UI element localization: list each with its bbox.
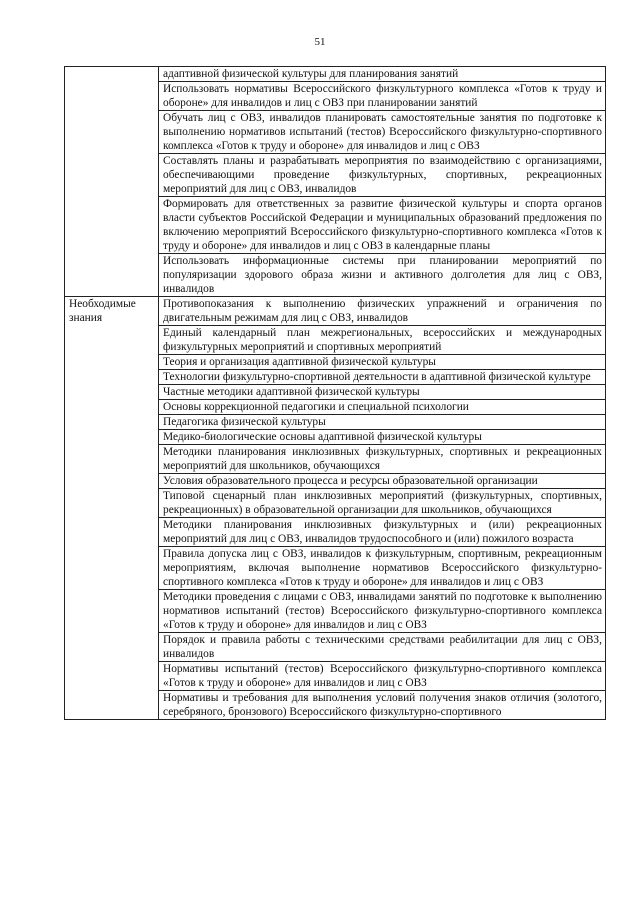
table-cell: Методики проведения с лицами с ОВЗ, инвалидами занятий по подготовке к выполнению нормативов испытаний (тестов) Всероссийского физкультурно-спортивного комплекса «Готов к труду и обороне» для инвалидов и лиц с ОВЗ: [159, 590, 606, 633]
knowledge-label: Необходимые знания: [65, 297, 159, 720]
table-cell: Частные методики адаптивной физической культуры: [159, 385, 606, 400]
table-cell: Педагогика физической культуры: [159, 415, 606, 430]
requirements-table: [64, 66, 606, 720]
table-cell: адаптивной физической культуры для планирования занятий: [159, 67, 606, 82]
table-cell: Формировать для ответственных за развитие физической культуры и спорта органов власти субъектов Российской Федерации и муниципальных образований предложения по включению мероприятий Всероссийского физкультурно-спортивного комплекса «Готов к труду и обороне» для инвалидов и лиц с ОВЗ в календарные планы: [159, 197, 606, 254]
table-cell: Правила допуска лиц с ОВЗ, инвалидов к физкультурным, спортивным, рекреационным мероприятиям, включая выполнение нормативов Всероссийского физкультурно-спортивного комплекса «Готов к труду и обороне» для инвалидов и лиц с ОВЗ: [159, 547, 606, 590]
table-row: [65, 297, 606, 326]
table-cell: Методики планирования инклюзивных физкультурных и (или) рекреационных мероприятий для лиц с ОВЗ, инвалидов трудоспособного и (или) пожилого возраста: [159, 518, 606, 547]
table-cell: Противопоказания к выполнению физических упражнений и ограничения по двигательным режимам для лиц с ОВЗ, инвалидов: [159, 297, 606, 326]
table-cell: Составлять планы и разрабатывать мероприятия по взаимодействию с организациями, обеспечивающими проведение физкультурных, спортивных, рекреационных мероприятий для лиц с ОВЗ, инвалидов: [159, 154, 606, 197]
table-cell: Использовать информационные системы при планировании мероприятий по популяризации здорового образа жизни и активного долголетия для лиц с ОВЗ, инвалидов: [159, 254, 606, 297]
table-cell: Технологии физкультурно-спортивной деятельности в адаптивной физической культуре: [159, 370, 606, 385]
table-row: [65, 67, 606, 82]
table-cell: Теория и организация адаптивной физической культуры: [159, 355, 606, 370]
table-cell: Основы коррекционной педагогики и специальной психологии: [159, 400, 606, 415]
table-cell: Единый календарный план межрегиональных, всероссийских и международных физкультурных мероприятий и спортивных мероприятий: [159, 326, 606, 355]
page-number: 51: [314, 36, 326, 48]
table-cell: Типовой сценарный план инклюзивных мероприятий (физкультурных, спортивных, рекреационных) в образовательной организации для школьников, обучающихся: [159, 489, 606, 518]
table-cell: Нормативы и требования для выполнения условий получения знаков отличия (золотого, серебряного, бронзового) Всероссийского физкультурно-спортивного: [159, 691, 606, 720]
table-cell: Порядок и правила работы с техническими средствами реабилитации для лиц с ОВЗ, инвалидов: [159, 633, 606, 662]
table-cell: Медико-биологические основы адаптивной физической культуры: [159, 430, 606, 445]
table-cell: Использовать нормативы Всероссийского физкультурного комплекса «Готов к труду и обороне» для инвалидов и лиц с ОВЗ при планировании занятий: [159, 82, 606, 111]
table-cell: Обучать лиц с ОВЗ, инвалидов планировать самостоятельные занятия по подготовке к выполнению нормативов испытаний (тестов) Всероссийского физкультурно-спортивного комплекса «Готов к труду и обороне» для инвалидов и лиц с ОВЗ: [159, 111, 606, 154]
table-cell: Условия образовательного процесса и ресурсы образовательной организации: [159, 474, 606, 489]
table-cell: Нормативы испытаний (тестов) Всероссийского физкультурно-спортивного комплекса «Готов к труду и обороне» для инвалидов и лиц с ОВЗ: [159, 662, 606, 691]
table-cell: Методики планирования инклюзивных физкультурных, спортивных и рекреационных мероприятий для школьников, обучающихся: [159, 445, 606, 474]
empty-label-cell: [65, 67, 159, 297]
